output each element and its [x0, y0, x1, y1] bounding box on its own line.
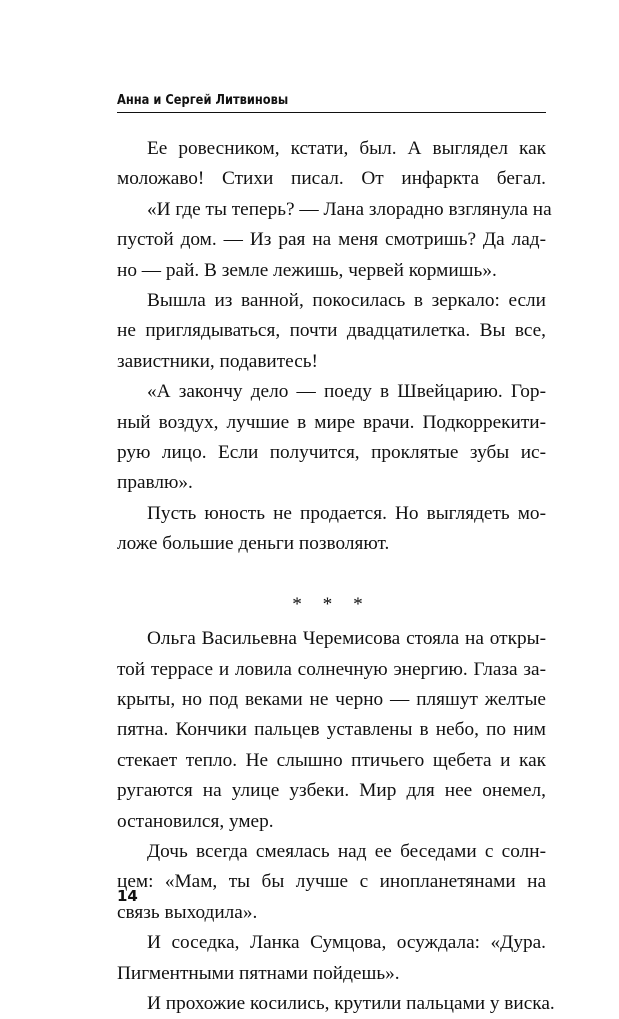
text-line: пятна. Кончики пальцев уставлены в небо, по ним: [117, 719, 546, 741]
body-text: [117, 134, 555, 1019]
running-head: Анна и Сергей Литвиновы: [117, 93, 289, 108]
text-line: той террасе и ловила солнечную энергию. Глаза за-: [117, 658, 546, 680]
section-break: * * *: [292, 593, 371, 615]
text-line: завистники, подавитесь!: [117, 350, 318, 372]
text-line: стекает тепло. Не слышно птичьего щебета и как: [117, 749, 546, 771]
text-line: цем: «Мам, ты бы лучше с инопланетянами на: [117, 871, 546, 893]
text-line: ругаются на улице узбеки. Мир для нее онемел,: [117, 780, 546, 802]
text-line: И соседка, Ланка Сумцова, осуждала: «Дура.: [147, 932, 546, 954]
text-line: Дочь всегда смеялась над ее беседами с солн-: [147, 840, 546, 862]
text-line: Пусть юность не продается. Но выглядеть мо-: [147, 502, 546, 524]
text-line: не приглядываться, почти двадцатилетка. Вы все,: [117, 320, 546, 342]
text-line: ный воздух, лучшие в мире врачи. Подкоррекити-: [117, 411, 546, 433]
text-line: Пигментными пятнами пойдешь».: [117, 962, 400, 984]
text-line: ложе большие деньги позволяют.: [117, 533, 390, 555]
text-line: рую лицо. Если получится, проклятые зубы ис-: [117, 441, 546, 463]
spacer: [117, 559, 546, 589]
text-line: «А закончу дело — поеду в Швейцарию. Гор-: [147, 381, 546, 403]
text-line: И прохожие косились, крутили пальцами у виска.: [147, 992, 555, 1014]
text-line: пустой дом. — Из рая на меня смотришь? Да лад-: [117, 229, 546, 251]
text-line: правлю».: [117, 472, 193, 494]
text-line: крыты, но под веками не черно — пляшут желтые: [117, 689, 546, 711]
text-line: связь выходила».: [117, 901, 258, 923]
text-line: Ольга Васильевна Черемисова стояла на откры-: [147, 628, 546, 650]
text-line: остановился, умер.: [117, 810, 274, 832]
text-line: но — рай. В земле лежишь, червей кормишь».: [117, 259, 497, 281]
text-line: Вышла из ванной, покосилась в зеркало: если: [147, 289, 546, 311]
header-rule: [117, 112, 546, 113]
text-line: моложаво! Стихи писал. От инфаркта бегал.: [117, 168, 546, 190]
page-number: 14: [117, 887, 138, 905]
text-line: Ее ровесником, кстати, был. А выглядел как: [147, 138, 546, 159]
text-line: «И где ты теперь? — Лана злорадно взглянула на: [147, 198, 552, 220]
